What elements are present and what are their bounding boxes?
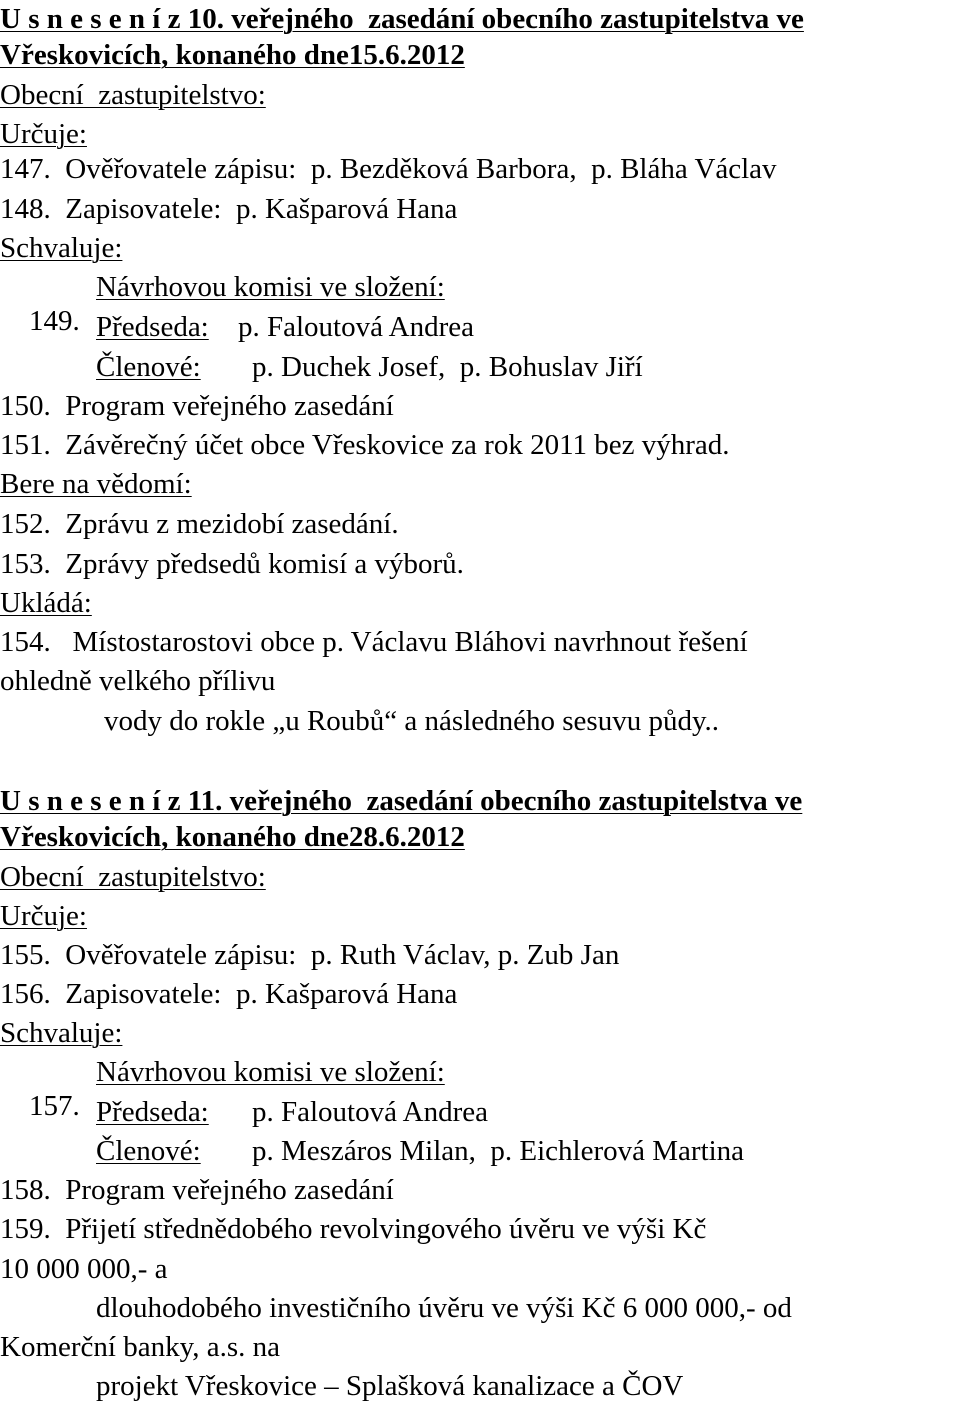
item-159-line-2: 10 000 000,- a (0, 1253, 168, 1285)
item-154-line-2: ohledně velkého přílivu (0, 665, 276, 697)
schvaluje-label: Schvaluje: (0, 232, 123, 264)
item-147: 147. Ověřovatele zápisu: p. Bezděková Barbora, p. Bláha Václav (0, 153, 777, 185)
item-159-line-4: Komerční banky, a.s. na (0, 1331, 280, 1363)
uklada-label: Ukládá: (0, 587, 92, 619)
item-159-line-3: dlouhodobého investičního úvěru ve výši Kč 6 000 000,- od (96, 1292, 792, 1324)
urcuje-label: Určuje: (0, 900, 87, 932)
clenove-label: Členové: (96, 351, 201, 383)
item-157-number: 157. (29, 1090, 80, 1122)
heading-line-2: Vřeskovicích, konaného dne28.6.2012 (0, 821, 465, 853)
predseda-label: Předseda: (96, 1096, 209, 1128)
bere-label: Bere na vědomí: (0, 468, 192, 500)
clenove-label: Členové: (96, 1135, 201, 1167)
body-label: Obecní zastupitelstvo: (0, 79, 266, 111)
heading-line-1: U s n e s e n í z 11. veřejného zasedání obecního zastupitelstva ve (0, 785, 803, 817)
item-159-line-1: 159. Přijetí střednědobého revolvingového úvěru ve výši Kč (0, 1213, 707, 1245)
item-159-line-5: projekt Vřeskovice – Splašková kanalizace a ČOV (96, 1370, 684, 1402)
clenove-value: p. Duchek Josef, p. Bohuslav Jiří (252, 351, 643, 383)
predseda-value: p. Faloutová Andrea (252, 1096, 488, 1128)
item-158: 158. Program veřejného zasedání (0, 1174, 394, 1206)
item-149-text: Návrhovou komisi ve složení: (96, 271, 445, 303)
item-149-number: 149. (29, 305, 80, 337)
predseda-value: p. Faloutová Andrea (238, 311, 474, 343)
urcuje-label: Určuje: (0, 118, 87, 150)
heading-line-1: U s n e s e n í z 10. veřejného zasedání obecního zastupitelstva ve (0, 3, 804, 35)
item-157-text: Návrhovou komisi ve složení: (96, 1056, 445, 1088)
item-148: 148. Zapisovatele: p. Kašparová Hana (0, 193, 458, 225)
predseda-label: Předseda: (96, 311, 209, 343)
item-156: 156. Zapisovatele: p. Kašparová Hana (0, 978, 458, 1010)
heading-line-2: Vřeskovicích, konaného dne15.6.2012 (0, 39, 465, 71)
body-label: Obecní zastupitelstvo: (0, 861, 266, 893)
item-153: 153. Zprávy předsedů komisí a výborů. (0, 548, 464, 580)
item-151: 151. Závěrečný účet obce Vřeskovice za rok 2011 bez výhrad. (0, 429, 730, 461)
item-152: 152. Zprávu z mezidobí zasedání. (0, 508, 399, 540)
item-154-line-1: 154. Místostarostovi obce p. Václavu Bláhovi navrhnout řešení (0, 626, 748, 658)
schvaluje-label: Schvaluje: (0, 1017, 123, 1049)
clenove-value: p. Meszáros Milan, p. Eichlerová Martina (252, 1135, 745, 1167)
item-154-line-3: vody do rokle „u Roubů“ a následného sesuvu půdy.. (104, 705, 720, 737)
item-155: 155. Ověřovatele zápisu: p. Ruth Václav, p. Zub Jan (0, 939, 620, 971)
item-150: 150. Program veřejného zasedání (0, 390, 394, 422)
